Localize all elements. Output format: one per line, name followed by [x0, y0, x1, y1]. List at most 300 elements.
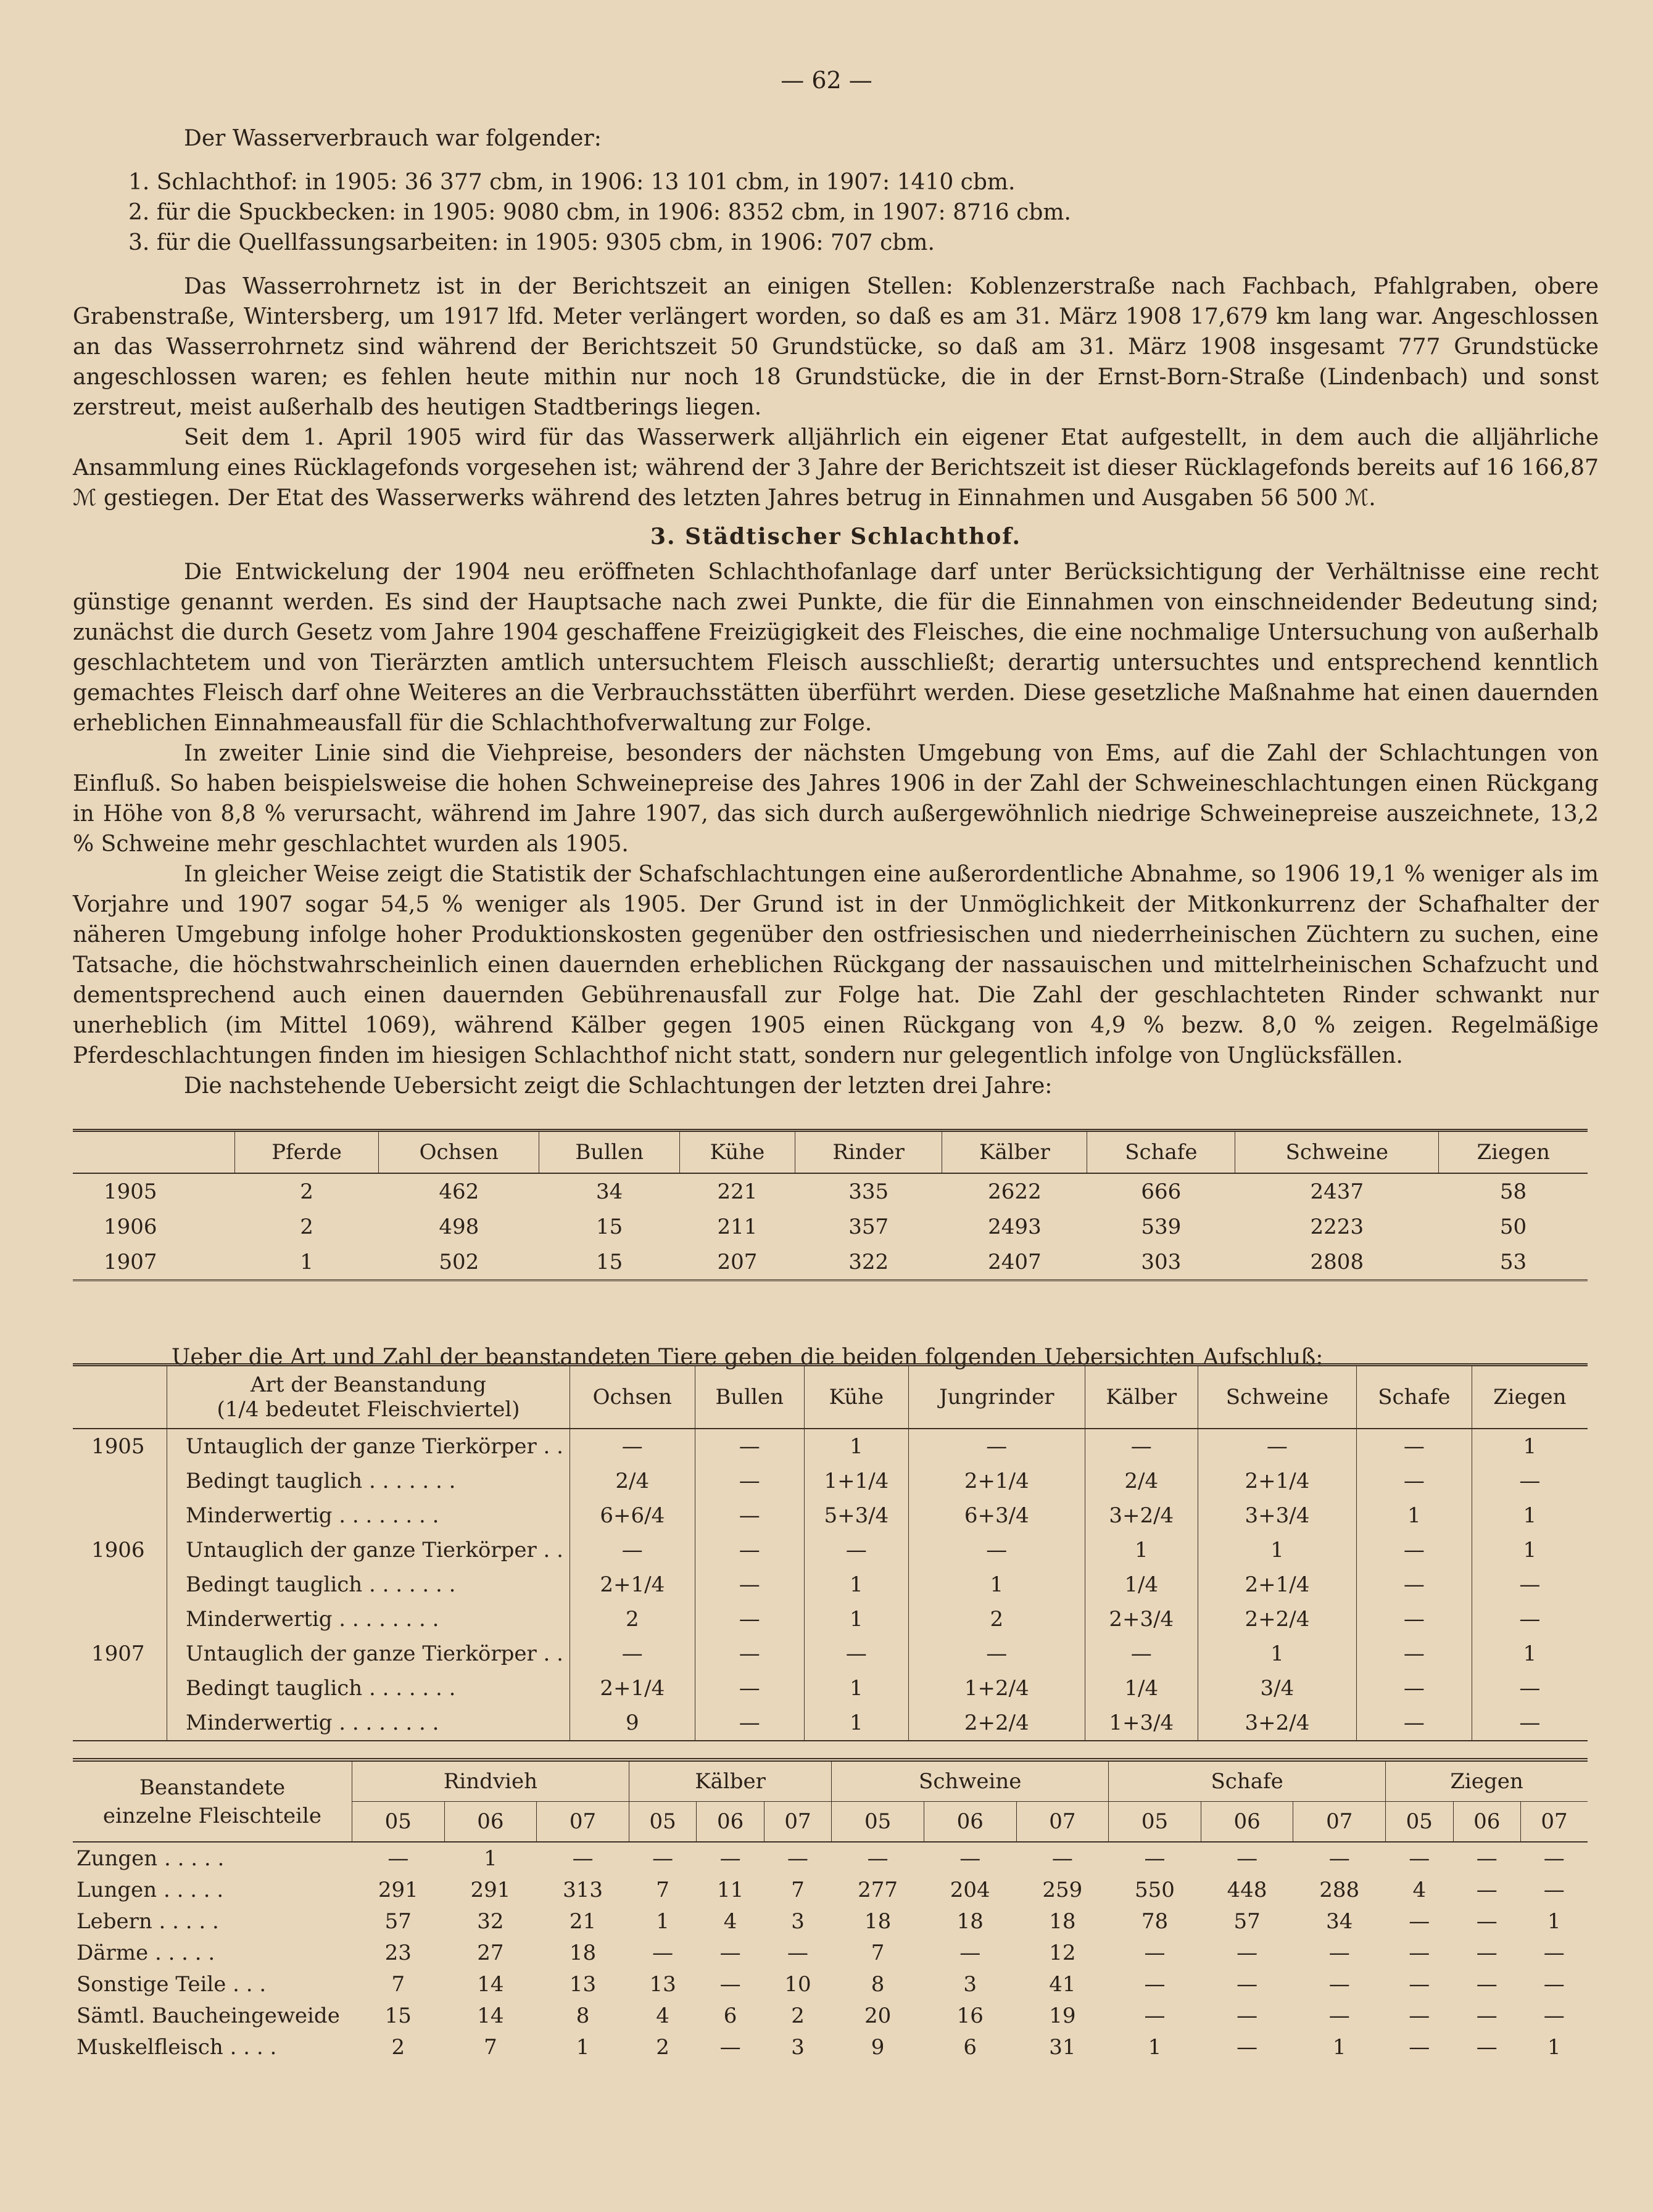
table-cell: —	[1472, 1671, 1588, 1706]
table-cell: 1	[1547, 2034, 1561, 2060]
table-cell: 16	[956, 2003, 984, 2028]
table-cell: —	[1328, 1971, 1350, 1997]
table-cell: 41	[1049, 1971, 1076, 1997]
year-header: 05	[832, 1802, 924, 1843]
table-cell	[73, 1498, 167, 1533]
year-header: 07	[537, 1802, 629, 1843]
table-cell: 9	[871, 2034, 885, 2060]
table-cell: 259	[1042, 1877, 1083, 1902]
table-cell: —	[1357, 1464, 1472, 1498]
list-item: 1. Schlachthof: in 1905: 36 377 cbm, in 1906: 13 101 cbm, in 1907: 1410 cbm.	[128, 170, 1016, 195]
year-header: 06	[697, 1802, 764, 1843]
table-cell: 1	[484, 1846, 497, 1871]
table-cell: 7	[871, 1940, 885, 1965]
table-cell: —	[1543, 2003, 1565, 2028]
row-label: Minderwertig . . . . . . . .	[167, 1498, 570, 1533]
table-cell: 2	[300, 1179, 313, 1204]
table-cell: —	[1476, 1940, 1498, 1965]
header-cell	[73, 1365, 167, 1429]
table-cell: 204	[950, 1877, 990, 1902]
table-cell: 21	[569, 1909, 597, 1934]
table-cell: 6+6/4	[570, 1498, 695, 1533]
header-cell	[73, 1760, 352, 1842]
table-cell: —	[1472, 1706, 1588, 1741]
header-cell	[167, 1365, 570, 1429]
table-row	[73, 2031, 1588, 2063]
table-cell: 462	[439, 1179, 479, 1204]
table-cell: —	[959, 1846, 981, 1871]
table-cell: 34	[1326, 1909, 1353, 1934]
paragraph: In gleicher Weise zeigt die Statistik der Schafschlachtungen eine außerordentliche Abnahme, so 1906 19,1 % weniger als im Vorjahre und 1907 sogar 54,5 % weniger als 1905. Der Grund ist in der Unmöglichkeit der Mitkonkurrenz der Schafhalter der näheren Umgebung infolge hoher Produktionskosten gegenüber den ostfriesischen und niederrheinischen Züchtern zu suchen, eine Tatsache, die höchstwahrscheinlich einen dauernden erheblichen Rückgang der nassauischen und mittelrheinischen Schafzucht und dementsprechend auch einen dauernden Gebührenausfall zur Folge hat. Die Zahl der geschlachteten Rinder schwankt nur unerheblich (im Mittel 1069), während Kälber gegen 1905 einen Rückgang von 4,9 % bezw. 8,0 % zeigen. Regelmäßige Pferdeschlachtungen finden im hiesigen Schlachthof nicht statt, sondern nur gelegentlich infolge von Unglücksfällen.	[73, 862, 1599, 1068]
table-cell: —	[1085, 1636, 1198, 1671]
table-cell: —	[1476, 2003, 1498, 2028]
table-cell: 50	[1499, 1214, 1527, 1239]
year-header: 05	[1386, 1802, 1453, 1843]
intro-line: Der Wasserverbrauch war folgender:	[184, 126, 602, 151]
table-cell: 1+2/4	[908, 1671, 1085, 1706]
row-label: Sämtl. Baucheingeweide	[77, 2003, 340, 2028]
table-cell: 78	[1141, 1909, 1169, 1934]
table-row	[73, 2000, 1588, 2031]
header-cell: Kühe	[804, 1365, 908, 1429]
header-cell: Schafe	[1087, 1131, 1235, 1174]
table-cell: 1	[1198, 1636, 1356, 1671]
table-cell: —	[1144, 1971, 1166, 1997]
table-cell: —	[1144, 2003, 1166, 2028]
table-cell: —	[867, 1846, 889, 1871]
table-cell: 1906	[91, 1538, 145, 1562]
header-line: Art der Beanstandung	[250, 1372, 487, 1397]
table-cell: 502	[439, 1249, 479, 1274]
list-item: 3. für die Quellfassungsarbeiten: in 1905: 9305 cbm, in 1906: 707 cbm.	[128, 230, 935, 255]
table-cell: —	[719, 2034, 741, 2060]
table-cell: 7	[656, 1877, 669, 1902]
table-cell: 335	[848, 1179, 889, 1204]
table-cell: 448	[1227, 1877, 1267, 1902]
table-cell: 18	[569, 1940, 597, 1965]
table-cell: 1	[804, 1706, 908, 1741]
group-header: Rindvieh	[352, 1760, 629, 1802]
header-cell: Schweine	[1235, 1131, 1439, 1174]
header-cell: Rinder	[795, 1131, 942, 1174]
table-cell: 2407	[988, 1249, 1042, 1274]
table-cell: —	[1328, 2003, 1350, 2028]
table-cell: 9	[570, 1706, 695, 1741]
table-cell: 15	[596, 1249, 623, 1274]
table-cell: 1	[804, 1602, 908, 1636]
table-cell: 3/4	[1198, 1671, 1356, 1706]
row-label: Untauglich der ganze Tierkörper . .	[167, 1429, 570, 1464]
table-row	[73, 1874, 1588, 1905]
table-cell: 539	[1141, 1214, 1182, 1239]
table-cell: 1/4	[1085, 1567, 1198, 1602]
table-cell: 1	[1198, 1533, 1356, 1567]
header-line: Beanstandete	[139, 1775, 286, 1800]
table-cell: 7	[791, 1877, 805, 1902]
table-cell: 15	[384, 2003, 412, 2028]
table-cell: 20	[864, 2003, 892, 2028]
table-cell: 1905	[91, 1434, 145, 1459]
table-row	[73, 1671, 1588, 1706]
table-cell: 3	[791, 1909, 805, 1934]
table-cell: 7	[391, 1971, 405, 1997]
table-cell: —	[1357, 1429, 1472, 1464]
row-label: Lebern . . . . .	[77, 1909, 219, 1934]
table-cell: —	[719, 1846, 741, 1871]
table-cell: —	[570, 1636, 695, 1671]
table-cell: —	[1144, 1940, 1166, 1965]
table-row	[73, 1602, 1588, 1636]
paragraph: Das Wasserrohrnetz ist in der Berichtszeit an einigen Stellen: Koblenzerstraße nach Fachbach, Pfahlgraben, obere Grabenstraße, Wintersberg, um 1917 lfd. Meter verlängert worden, so daß es am 31. März 1908 17,679 km lang war. Angeschlossen an das Wasserrohrnetz sind während der Berichtszeit 50 Grundstücke, so daß am 31. März 1908 insgesamt 777 Grundstücke angeschlossen waren; es fehlen heute mithin nur noch 18 Grundstücke, die in der Ernst-Born-Straße (Lindenbach) und sonst zerstreut, meist außerhalb des heutigen Stadtberings liegen.	[73, 274, 1599, 420]
table-row	[73, 1567, 1588, 1602]
header-cell: Ochsen	[379, 1131, 539, 1174]
table-cell: 32	[477, 1909, 504, 1934]
header-cell: Jungrinder	[908, 1365, 1085, 1429]
year-header: 06	[924, 1802, 1016, 1843]
table-cell: —	[1472, 1567, 1588, 1602]
table-cell: 3+3/4	[1198, 1498, 1356, 1533]
table-cell: —	[1085, 1429, 1198, 1464]
table-cell: 1	[908, 1567, 1085, 1602]
year-header: 05	[352, 1802, 445, 1843]
year-header: 06	[444, 1802, 537, 1843]
table-row	[73, 1498, 1588, 1533]
table-cell: 2+1/4	[1198, 1567, 1356, 1602]
row-label: Untauglich der ganze Tierkörper . .	[167, 1533, 570, 1567]
table-cell: —	[695, 1464, 804, 1498]
table-cell: 2+1/4	[570, 1567, 695, 1602]
table-cell: 8	[576, 2003, 590, 2028]
table-cell: —	[908, 1636, 1085, 1671]
table-cell: 34	[596, 1179, 623, 1204]
table-cell: —	[1144, 1846, 1166, 1871]
table-cell: —	[719, 1971, 741, 1997]
table-cell: 2	[791, 2003, 805, 2028]
table-cell: —	[1409, 1909, 1430, 1934]
table-cell: —	[1357, 1567, 1472, 1602]
table-cell: 2622	[988, 1179, 1042, 1204]
year-header: 06	[1201, 1802, 1293, 1843]
table-row	[73, 1173, 1588, 1209]
table-cell: 2/4	[1085, 1464, 1198, 1498]
year-header: 05	[629, 1802, 696, 1843]
table-cell: 313	[563, 1877, 603, 1902]
table-cell: 57	[384, 1909, 412, 1934]
table-cell: 1	[804, 1567, 908, 1602]
table-cell: 2+1/4	[908, 1464, 1085, 1498]
table-cell: 23	[384, 1940, 412, 1965]
table-cell: —	[1198, 1429, 1356, 1464]
table-cell: 12	[1049, 1940, 1076, 1965]
table-cell: 18	[956, 1909, 984, 1934]
paragraph: Die nachstehende Uebersicht zeigt die Schlachtungen der letzten drei Jahre:	[184, 1073, 1053, 1099]
table-cell: —	[1237, 2003, 1258, 2028]
header-cell: Bullen	[695, 1365, 804, 1429]
table-cell: —	[1357, 1706, 1472, 1741]
list-item: 2. für die Spuckbecken: in 1905: 9080 cbm, in 1906: 8352 cbm, in 1907: 8716 cbm.	[128, 200, 1071, 225]
table-cell: 53	[1499, 1249, 1527, 1274]
table-cell: 277	[858, 1877, 898, 1902]
row-label: Muskelfleisch . . . .	[77, 2034, 277, 2060]
table-cell: 1	[1357, 1498, 1472, 1533]
table-cell: —	[572, 1846, 594, 1871]
table-cell: 1/4	[1085, 1671, 1198, 1706]
table-row	[73, 1706, 1588, 1741]
table-cell: —	[1476, 1846, 1498, 1871]
table-cell: 2+2/4	[1198, 1602, 1356, 1636]
table-cell: —	[652, 1846, 674, 1871]
group-header: Kälber	[629, 1760, 831, 1802]
table-cell: —	[695, 1567, 804, 1602]
table-cell: 2808	[1310, 1249, 1364, 1274]
table-cell: 1	[1472, 1533, 1588, 1567]
row-label: Bedingt tauglich . . . . . . .	[167, 1567, 570, 1602]
table-cell: —	[719, 1940, 741, 1965]
table-cell: 19	[1049, 2003, 1076, 2028]
table-cell: —	[1543, 1940, 1565, 1965]
table-cell: —	[1543, 1846, 1565, 1871]
header-cell: Ziegen	[1472, 1365, 1588, 1429]
row-label: Minderwertig . . . . . . . .	[167, 1602, 570, 1636]
table-cell: —	[1409, 1971, 1430, 1997]
table-cell: 291	[470, 1877, 511, 1902]
table-cell: —	[1476, 1909, 1498, 1934]
table-cell: 1905	[104, 1179, 157, 1204]
table-cell: —	[1543, 1971, 1565, 1997]
row-label: Därme . . . . .	[77, 1940, 215, 1965]
year-header: 06	[1453, 1802, 1520, 1843]
table-cell: —	[1409, 1940, 1430, 1965]
header-line: (1/4 bedeutet Fleischviertel)	[217, 1397, 520, 1422]
table-cell: 1	[576, 2034, 590, 2060]
header-cell: Kälber	[1085, 1365, 1198, 1429]
table-cell	[73, 1602, 167, 1636]
table-cell: 13	[569, 1971, 597, 1997]
table-cell: —	[1409, 2003, 1430, 2028]
table-cell: 2	[570, 1602, 695, 1636]
header-cell: Schafe	[1357, 1365, 1472, 1429]
table-cell: 3	[791, 2034, 805, 2060]
table-cell: —	[787, 1940, 809, 1965]
table-cell: —	[652, 1940, 674, 1965]
table-cell: 1	[1472, 1636, 1588, 1671]
header-cell: Schweine	[1198, 1365, 1356, 1429]
header-cell: Ochsen	[570, 1365, 695, 1429]
table-cell: 1	[1148, 2034, 1162, 2060]
table-cell: —	[1237, 1940, 1258, 1965]
table-cell: —	[1476, 1971, 1498, 1997]
year-header: 07	[764, 1802, 831, 1843]
table-cell: 498	[439, 1214, 479, 1239]
table-cell: 6	[723, 2003, 737, 2028]
table-cell: 1907	[104, 1249, 157, 1274]
table-cell: —	[1357, 1636, 1472, 1671]
table-cell: —	[1472, 1464, 1588, 1498]
table-cell: —	[1357, 1533, 1472, 1567]
table-cell: 5+3/4	[804, 1498, 908, 1533]
table-cell: 11	[716, 1877, 744, 1902]
table-cell: 1	[1085, 1533, 1198, 1567]
table-cell: 57	[1233, 1909, 1261, 1934]
table-cell: 6+3/4	[908, 1498, 1085, 1533]
header-cell: Bullen	[539, 1131, 680, 1174]
row-label: Bedingt tauglich . . . . . . .	[167, 1671, 570, 1706]
table-cell: —	[1357, 1671, 1472, 1706]
year-header: 07	[1520, 1802, 1588, 1843]
table-cell: —	[695, 1602, 804, 1636]
table-cell: 18	[1049, 1909, 1076, 1934]
table-cell: 14	[477, 1971, 504, 1997]
table-cell: 2+2/4	[908, 1706, 1085, 1741]
table-cell	[73, 1706, 167, 1741]
table-cell: —	[1543, 1877, 1565, 1902]
table-row	[73, 1209, 1588, 1244]
table-cell: 3+2/4	[1085, 1498, 1198, 1533]
table-row	[73, 1244, 1588, 1281]
table-cell: 288	[1319, 1877, 1360, 1902]
year-header: 07	[1293, 1802, 1386, 1843]
table-row	[73, 1533, 1588, 1567]
paragraph: In zweiter Linie sind die Viehpreise, besonders der nächsten Umgebung von Ems, auf die Zahl der Schlachtungen von Einfluß. So haben beispielsweise die hohen Schweinepreise des Jahres 1906 in der Zahl der Schweineschlachtungen einen Rückgang in Höhe von 8,8 % verursacht, während im Jahre 1907, das sich durch außergewöhnlich niedrige Schweinepreise auszeichnete, 13,2 % Schweine mehr geschlachtet wurden als 1905.	[73, 741, 1599, 857]
table-cell: —	[1472, 1602, 1588, 1636]
table-cell: 357	[848, 1214, 889, 1239]
table-cell: —	[804, 1533, 908, 1567]
table-cell: —	[695, 1498, 804, 1533]
page-number: — 62 —	[781, 67, 872, 94]
table-cell: 3	[963, 1971, 977, 1997]
table-cell: —	[1237, 1971, 1258, 1997]
table-cell: —	[1237, 2034, 1258, 2060]
table-cell: 27	[477, 1940, 504, 1965]
water-usage-list	[128, 167, 1599, 258]
table-cell: 6	[963, 2034, 977, 2060]
table-cell: —	[1237, 1846, 1258, 1871]
slaughter-table	[73, 1129, 1588, 1281]
row-label: Untauglich der ganze Tierkörper . .	[167, 1636, 570, 1671]
paragraph: Seit dem 1. April 1905 wird für das Wasserwerk alljährlich ein eigener Etat aufgestellt, in dem auch die alljährliche Ansammlung eines Rücklagefonds vorgesehen ist; während der 3 Jahre der Berichtszeit ist dieser Rücklagefonds bereits auf 16 166,87 ℳ gestiegen. Der Etat des Wasserwerks während des letzten Jahres betrug in Einnahmen und Ausgaben 56 500 ℳ.	[73, 425, 1599, 511]
table-cell: 8	[871, 1971, 885, 1997]
table-cell: 13	[649, 1971, 676, 1997]
row-label: Lungen . . . . .	[77, 1877, 224, 1902]
table-cell: —	[1476, 1877, 1498, 1902]
header-cell: Pferde	[234, 1131, 378, 1174]
header-cell: Kälber	[942, 1131, 1087, 1174]
table-cell: —	[1409, 2034, 1430, 2060]
table-cell	[73, 1567, 167, 1602]
table-cell: 31	[1049, 2034, 1076, 2060]
table-row	[73, 1937, 1588, 1968]
header-cell	[73, 1131, 234, 1174]
table-cell: 58	[1499, 1179, 1527, 1204]
table-cell: 1906	[104, 1214, 157, 1239]
table-cell: 1	[1332, 2034, 1346, 2060]
table-cell: 1	[1472, 1429, 1588, 1464]
table-cell: —	[908, 1429, 1085, 1464]
table-cell: 1	[804, 1429, 908, 1464]
table-cell	[73, 1671, 167, 1706]
table-cell: 3+2/4	[1198, 1706, 1356, 1741]
table-row	[73, 1905, 1588, 1937]
table-cell: —	[804, 1636, 908, 1671]
table-cell: —	[1357, 1602, 1472, 1636]
table-cell: 550	[1135, 1877, 1175, 1902]
table-cell: 2	[908, 1602, 1085, 1636]
table-row	[73, 1429, 1588, 1464]
table-row	[73, 1464, 1588, 1498]
header-cell: Ziegen	[1439, 1131, 1588, 1174]
table-cell: 1	[1472, 1498, 1588, 1533]
table-row	[73, 1968, 1588, 2000]
table-cell: 2437	[1310, 1179, 1364, 1204]
table-cell: —	[1409, 1846, 1430, 1871]
table-row	[73, 1842, 1588, 1874]
table-cell: 10	[784, 1971, 811, 1997]
table-cell: 1	[1547, 1909, 1561, 1934]
table-cell: —	[1051, 1846, 1073, 1871]
rejected-animals-table	[73, 1363, 1588, 1741]
table-cell: 1+1/4	[804, 1464, 908, 1498]
row-label: Zungen . . . . .	[77, 1846, 225, 1871]
table-cell: 207	[717, 1249, 758, 1274]
table-cell: 1	[300, 1249, 313, 1274]
table-cell: 7	[484, 2034, 497, 2060]
table-cell: —	[570, 1429, 695, 1464]
table-cell	[73, 1464, 167, 1498]
table-cell: 2	[300, 1214, 313, 1239]
table-cell: 211	[717, 1214, 758, 1239]
table-cell: 322	[848, 1249, 889, 1274]
table-cell: 4	[723, 1909, 737, 1934]
table-cell: 2+1/4	[1198, 1464, 1356, 1498]
year-header: 05	[1109, 1802, 1201, 1843]
table-cell: 1	[804, 1671, 908, 1706]
table-row	[73, 1636, 1588, 1671]
table-cell: —	[787, 1846, 809, 1871]
table-cell: 4	[656, 2003, 669, 2028]
table-cell: 2223	[1310, 1214, 1364, 1239]
table-cell: 2+3/4	[1085, 1602, 1198, 1636]
rejected-parts-table	[73, 1758, 1588, 2063]
table-cell: 15	[596, 1214, 623, 1239]
row-label: Bedingt tauglich . . . . . . .	[167, 1464, 570, 1498]
table-cell: 303	[1141, 1249, 1182, 1274]
table-cell: 1907	[91, 1641, 145, 1666]
table-cell: 291	[378, 1877, 418, 1902]
year-header: 07	[1016, 1802, 1109, 1843]
table-cell: 221	[717, 1179, 758, 1204]
table-cell: —	[908, 1533, 1085, 1567]
table-cell: 18	[864, 1909, 892, 1934]
table-cell: —	[695, 1706, 804, 1741]
water-section	[73, 123, 1599, 1101]
group-header: Schweine	[832, 1760, 1109, 1802]
table-cell: 1+3/4	[1085, 1706, 1198, 1741]
table-cell: 2	[656, 2034, 669, 2060]
table-cell: 1	[656, 1909, 669, 1934]
group-header: Ziegen	[1386, 1760, 1588, 1802]
table-cell: —	[695, 1429, 804, 1464]
table-cell: 666	[1141, 1179, 1182, 1204]
table-cell: —	[695, 1533, 804, 1567]
group-header: Schafe	[1109, 1760, 1386, 1802]
table-cell: 4	[1412, 1877, 1427, 1902]
paragraph: Die Entwickelung der 1904 neu eröffneten Schlachthofanlage darf unter Berücksichtigung der Verhältnisse eine recht günstige genannt werden. Es sind der Hauptsache nach zwei Punkte, die für die Einnahmen von einschneidender Bedeutung sind; zunächst die durch Gesetz vom Jahre 1904 geschaffene Freizügigkeit des Fleisches, die eine nochmalige Untersuchung von außerhalb geschlachtetem und von Tierärzten amtlich untersuchtem Fleisch ausschließt; derartig untersuchtes und entsprechend kenntlich gemachtes Fleisch darf ohne Weiteres an die Verbrauchsstätten überführt werden. Diese gesetzliche Maßnahme hat einen dauernden erheblichen Einnahmeausfall für die Schlachthofverwaltung zur Folge.	[73, 559, 1599, 736]
header-line: einzelne Fleischteile	[102, 1803, 322, 1828]
table-cell: —	[959, 1940, 981, 1965]
section-heading: 3. Städtischer Schlachthof.	[650, 524, 1022, 550]
header-cell: Kühe	[679, 1131, 795, 1174]
table-cell: —	[1328, 1846, 1350, 1871]
